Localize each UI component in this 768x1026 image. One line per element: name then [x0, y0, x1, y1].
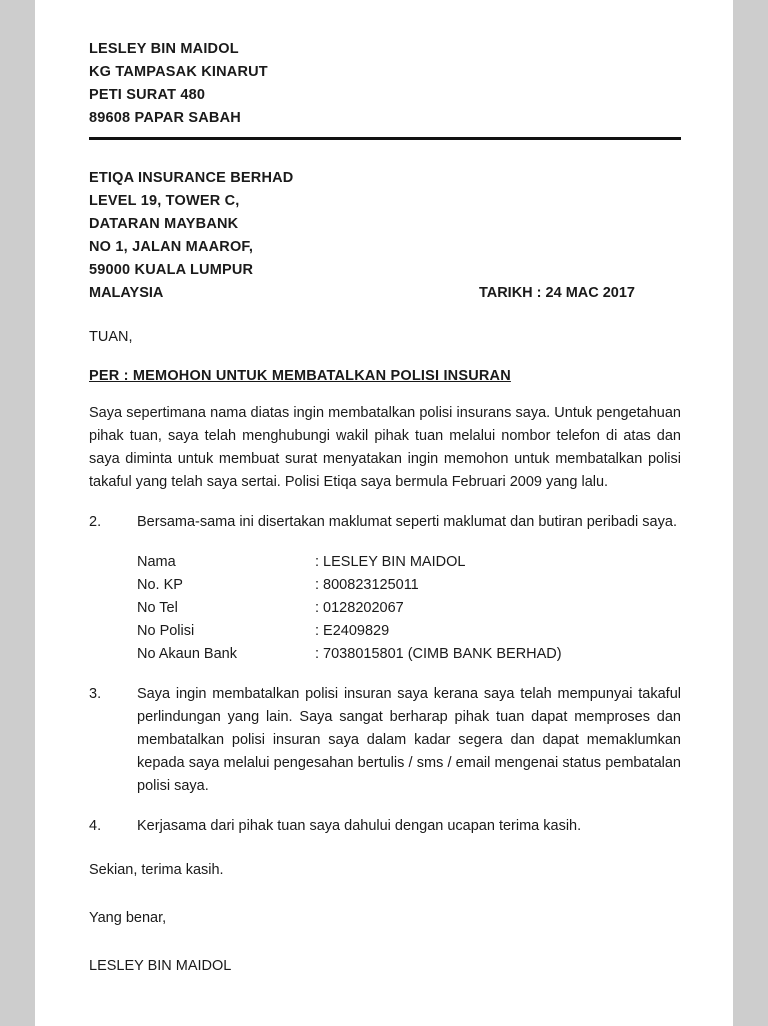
sender-address-block	[89, 38, 681, 130]
detail-label: No. KP	[137, 577, 183, 593]
sender-name: LESLEY BIN MAIDOL	[89, 41, 239, 57]
paragraph-number: 2.	[89, 514, 102, 530]
paragraph-1: Saya sepertimana nama diatas ingin membatalkan polisi insurans saya. Untuk pengetahuan pihak tuan, saya telah menghubungi wakil pihak tuan melalui nombor telefon di atas dan saya diminta untuk membuat surat menyatakan ingin memohon untuk membatalkan polisi takaful yang telah saya sertai. Polisi Etiqa saya bermula Februari 2009 yang lalu.	[89, 405, 681, 490]
detail-value: : 800823125011	[315, 577, 419, 593]
detail-row-no-akaun-bank	[137, 643, 681, 666]
letter-date: TARIKH : 24 MAC 2017	[478, 285, 635, 301]
recipient-address-line: NO 1, JALAN MAAROF,	[89, 239, 254, 255]
recipient-name: ETIQA INSURANCE BERHAD	[89, 170, 294, 186]
recipient-address-line: DATARAN MAYBANK	[89, 216, 239, 232]
sender-address-line: 89608 PAPAR SABAH	[89, 110, 241, 126]
detail-label: Nama	[137, 554, 176, 570]
detail-value: : 0128202067	[315, 600, 404, 616]
paragraph-number: 4.	[89, 818, 102, 834]
detail-row-no-tel	[137, 597, 681, 620]
sender-address-line: KG TAMPASAK KINARUT	[89, 64, 268, 80]
letter-page	[35, 0, 733, 1026]
detail-row-no-kp	[137, 574, 681, 597]
divider-line	[89, 137, 681, 140]
personal-details-list	[89, 551, 681, 666]
salutation: TUAN,	[89, 329, 133, 345]
paragraph-text: Bersama-sama ini disertakan maklumat seperti maklumat dan butiran peribadi saya.	[137, 514, 677, 530]
paragraph-4	[89, 815, 681, 838]
sender-address-line: PETI SURAT 480	[89, 87, 206, 103]
paragraph-3	[89, 683, 681, 798]
detail-label: No Polisi	[137, 623, 195, 639]
detail-value: : LESLEY BIN MAIDOL	[315, 554, 466, 570]
recipient-address-block	[89, 167, 681, 305]
paragraph-text: Saya ingin membatalkan polisi insuran saya kerana saya telah mempunyai takaful perlindungan yang lain. Saya sangat berharap pihak tuan dapat memproses dan membatalkan polisi insuran saya dalam kadar segera dan dapat memaklumkan kepada saya melalui pengesahan bertulis / sms / email mengenai status pembatalan polisi saya.	[137, 686, 681, 794]
closing-sign-off: Yang benar,	[89, 910, 167, 926]
paragraph-2	[89, 511, 681, 534]
detail-row-nama	[137, 551, 681, 574]
country-date-row	[89, 282, 681, 305]
paragraph-text: Kerjasama dari pihak tuan saya dahului dengan ucapan terima kasih.	[137, 818, 582, 834]
closing-block	[89, 859, 681, 978]
detail-label: No Tel	[137, 600, 178, 616]
closing-thanks: Sekian, terima kasih.	[89, 862, 224, 878]
paragraph-number: 3.	[89, 686, 102, 702]
subject-line: PER : MEMOHON UNTUK MEMBATALKAN POLISI INSURAN	[89, 368, 511, 384]
detail-row-no-polisi	[137, 620, 681, 643]
recipient-address-line: LEVEL 19, TOWER C,	[89, 193, 240, 209]
recipient-country: MALAYSIA	[89, 285, 164, 301]
recipient-address-line: 59000 KUALA LUMPUR	[89, 262, 254, 278]
detail-label: No Akaun Bank	[137, 646, 237, 662]
detail-value: : E2409829	[315, 623, 390, 639]
signature-name: LESLEY BIN MAIDOL	[89, 958, 232, 974]
detail-value: : 7038015801 (CIMB BANK BERHAD)	[315, 646, 562, 662]
